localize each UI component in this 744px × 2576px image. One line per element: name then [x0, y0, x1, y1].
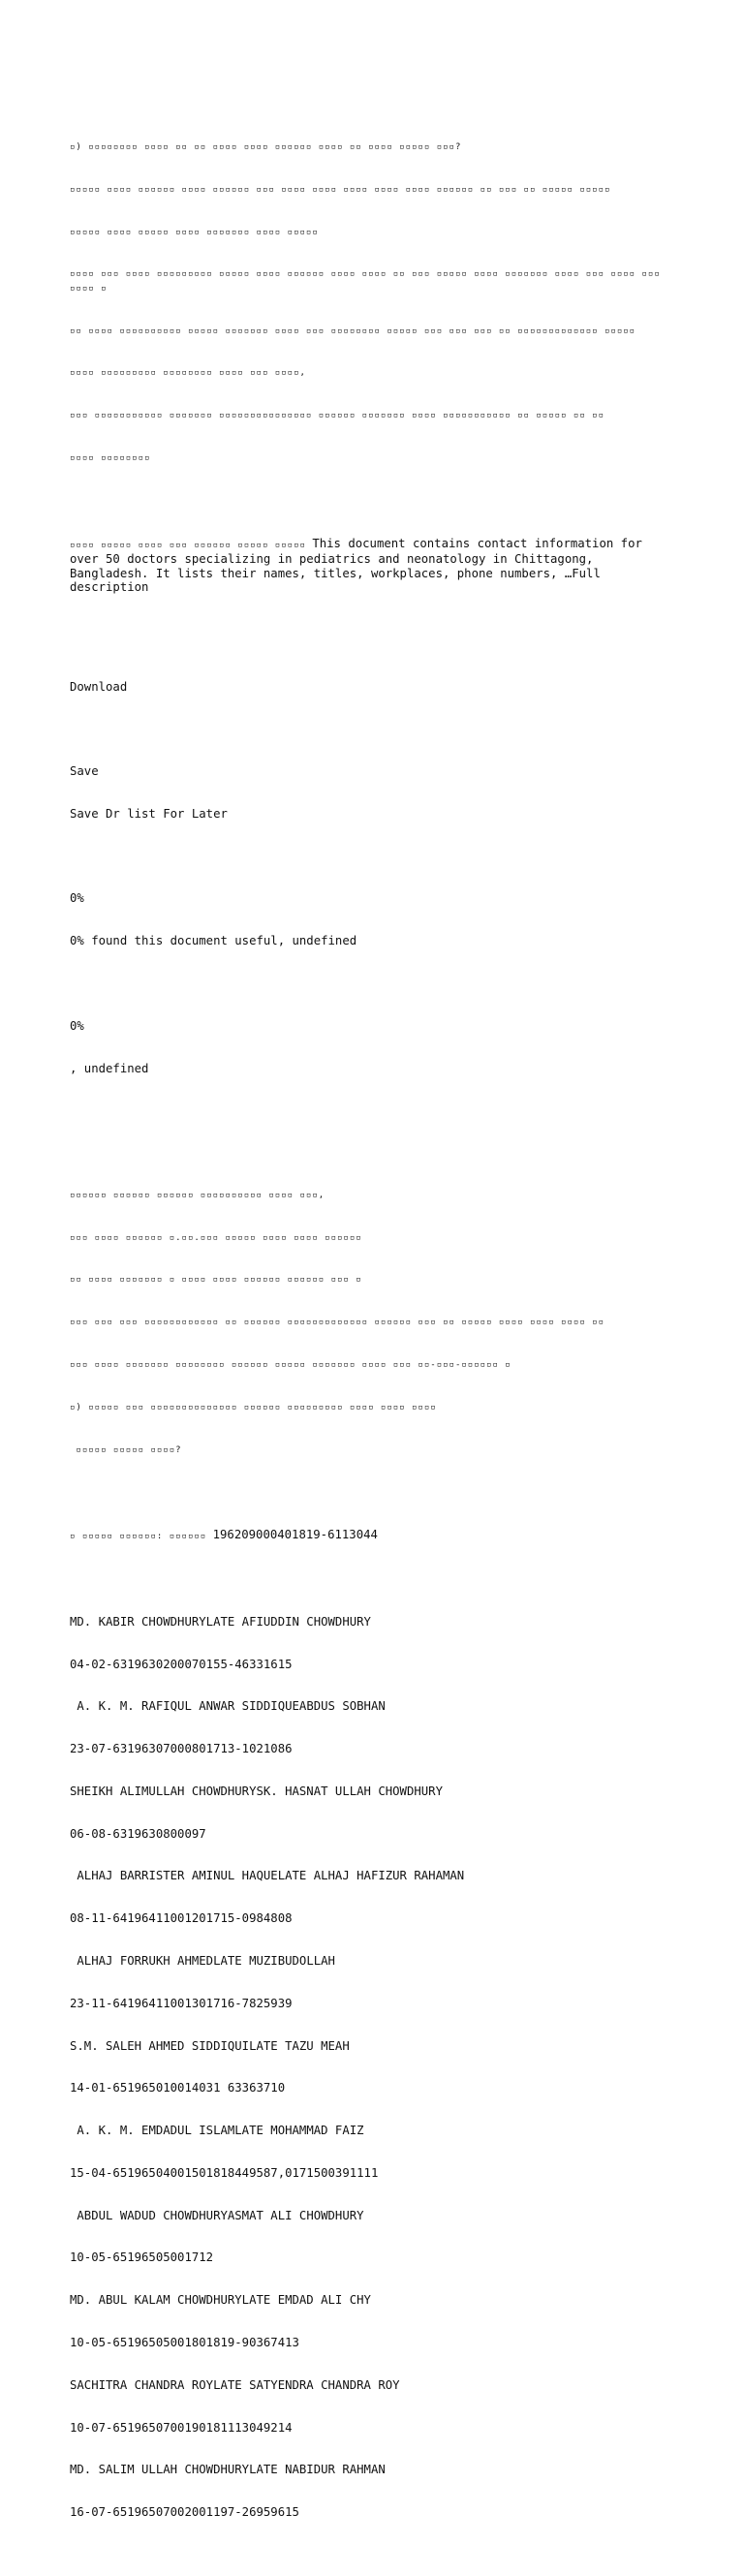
record-line: 23-11-64196411001301716-7825939 [70, 1996, 293, 2010]
garbled-line: ▫) ▫▫▫▫▫ ▫▫▫ ▫▫▫▫▫▫▫▫▫▫▫▫▫▫ ▫▫▫▫▫▫ ▫▫▫▫▫▫▫▫▫ ▫▫▫▫ ▫▫▫▫ ▫▫▫▫ [70, 1402, 437, 1412]
garbled-line: ▫▫ ▫▫▫▫ ▫▫▫▫▫▫▫ ▫ ▫▫▫▫ ▫▫▫▫ ▫▫▫▫▫▫ ▫▫▫▫▫▫ ▫▫▫ ▫ [70, 1275, 362, 1286]
description-text[interactable]: This document contains contact information for over 50 doctors specializing in pediatrics and neonatology in Chittagong, Bangladesh. It lists their names, titles, workplaces, phone numbers, …Full description [70, 536, 650, 595]
record-line: 15-04-651965040015018184495​87,01715003911​11 [70, 2165, 379, 2180]
record-line: ALHAJ BARRISTER AMINUL HAQUELATE ALHAJ HAFIZUR RAHAMAN [70, 1869, 465, 1883]
garbled-line: ▫▫▫▫▫ ▫▫▫▫ ▫▫▫▫▫ ▫▫▫▫ ▫▫▫▫▫▫▫ ▫▫▫▫ ▫▫▫▫▫ [70, 227, 319, 237]
save-for-later-label: Save Dr list For Later [70, 806, 228, 821]
garbled-line: ▫▫▫▫ ▫▫▫ ▫▫▫▫ ▫▫▫▫▫▫▫▫▫ ▫▫▫▫▫ ▫▫▫▫ ▫▫▫▫▫▫ ▫▫▫▫ ▫▫▫▫ ▫▫ ▫▫▫ ▫▫▫▫▫ ▫▫▫▫ ▫▫▫▫▫▫▫ ▫▫▫▫ ▫▫▫ ▫▫▫▫ ▫▫▫ ▫▫▫▫ ▫ [70, 269, 667, 294]
records-header-prefix: ▫ ▫▫▫▫▫ ▫▫▫▫▫▫: ▫▫▫▫▫▫ [70, 1532, 213, 1542]
garbled-line: ▫▫▫ ▫▫▫ ▫▫▫ ▫▫▫▫▫▫▫▫▫▫▫▫ ▫▫ ▫▫▫▫▫▫ ▫▫▫▫▫▫▫▫▫▫▫▫▫ ▫▫▫▫▫▫ ▫▫▫ ▫▫ ▫▫▫▫▫ ▫▫▫▫ ▫▫▫▫ ▫▫▫▫ ▫▫ [70, 1318, 604, 1328]
records-list [70, 1587, 674, 2548]
record-line: S.M. SALEH AHMED SIDDIQUILATE TAZU MEAH [70, 2038, 350, 2053]
garbled-line: ▫▫▫▫ ▫▫▫▫▫▫▫▫ [70, 453, 151, 464]
record-line: 04-02-6319630200070155-46331615 [70, 1657, 293, 1671]
document-description [70, 537, 674, 595]
not-useful-button[interactable]: 0% [70, 1018, 84, 1033]
records-header-number: 196209000401819-6113044 [212, 1528, 378, 1542]
garbled-line: ▫▫▫ ▫▫▫▫ ▫▫▫▫▫▫▫ ▫▫▫▫▫▫▫▫ ▫▫▫▫▫▫ ▫▫▫▫▫ ▫▫▫▫▫▫▫ ▫▫▫▫ ▫▫▫ ▫▫-▫▫▫-▫▫▫▫▫▫ ▫ [70, 1360, 512, 1371]
spacer [70, 722, 674, 736]
garbled-line: ▫▫▫▫▫ ▫▫▫▫ ▫▫▫▫▫▫ ▫▫▫▫ ▫▫▫▫▫▫ ▫▫▫ ▫▫▫▫ ▫▫▫▫ ▫▫▫▫ ▫▫▫▫ ▫▫▫▫ ▫▫▫▫▫▫ ▫▫ ▫▫▫ ▫▫ ▫▫▫▫▫ ▫▫▫▫▫ [70, 184, 611, 195]
record-line: 10-05-65196505001712 [70, 2250, 214, 2265]
garbled-line: ▫▫▫ ▫▫▫▫▫▫▫▫▫▫▫ ▫▫▫▫▫▫▫ ▫▫▫▫▫▫▫▫▫▫▫▫▫▫▫ ▫▫▫▫▫▫ ▫▫▫▫▫▫▫ ▫▫▫▫ ▫▫▫▫▫▫▫▫▫▫▫ ▫▫ ▫▫▫▫▫ ▫▫ ▫▫ [70, 411, 604, 421]
document-page [70, 70, 674, 2576]
garbled-body-block [70, 1161, 674, 1486]
spacer [70, 850, 674, 864]
record-line: 08-11-64196411001201715-0984808 [70, 1911, 293, 1926]
garbled-intro-block [70, 112, 674, 494]
records-header [70, 1528, 674, 1544]
spacer [70, 977, 674, 991]
garbled-line: ▫▫▫ ▫▫▫▫ ▫▫▫▫▫▫ ▫.▫▫.▫▫▫ ▫▫▫▫▫ ▫▫▫▫ ▫▫▫▫ ▫▫▫▫▫▫ [70, 1232, 362, 1243]
record-line: SHEIKH ALIMULLAH CHOWDHURYSK. HASNAT ULLAH CHOWDHURY [70, 1784, 443, 1798]
record-line: 16-07-65196507002001197-26959615 [70, 2505, 299, 2520]
record-line: ALHAJ FORRUKH AHMEDLATE MUZIBUDOLLAH [70, 1953, 335, 1968]
record-line: ABDUL WADUD CHOWDHURYASMAT ALI CHOWDHURY [70, 2208, 364, 2222]
record-line: 23-07-63196307000801713-1021086 [70, 1742, 293, 1756]
useful-text: 0% found this document useful, undefined [70, 934, 357, 948]
not-useful-text: , undefined [70, 1061, 149, 1075]
record-line: 10-07-65196507001901811​13049214 [70, 2420, 293, 2435]
save-button[interactable]: Save [70, 764, 99, 779]
download-button[interactable]: Download [70, 679, 128, 694]
record-line: 14-01-651965010014031 63363710 [70, 2081, 286, 2095]
record-line: SACHITRA CHANDRA ROYLATE SATYENDRA CHANDRA ROY [70, 2377, 400, 2392]
spacer [70, 1103, 674, 1118]
record-line: MD. ABUL KALAM CHOWDHURYLATE EMDAD ALI CHY [70, 2293, 371, 2308]
record-line: MD. KABIR CHOWDHURYLATE AFIUDDIN CHOWDHURY [70, 1614, 371, 1629]
record-line: 06-08-6319630800097 [70, 1826, 206, 1841]
spacer [70, 637, 674, 652]
garbled-line: ▫▫ ▫▫▫▫ ▫▫▫▫▫▫▫▫▫▫ ▫▫▫▫▫ ▫▫▫▫▫▫▫ ▫▫▫▫ ▫▫▫ ▫▫▫▫▫▫▫▫ ▫▫▫▫▫ ▫▫▫ ▫▫▫ ▫▫▫ ▫▫ ▫▫▫▫▫▫▫▫▫▫▫▫▫ ▫▫▫▫▫ [70, 326, 636, 336]
garbled-line: ▫▫▫▫▫▫ ▫▫▫▫▫▫ ▫▫▫▫▫▫ ▫▫▫▫▫▫▫▫▫▫ ▫▫▫▫ ▫▫▫, [70, 1190, 326, 1200]
garbled-line: ▫) ▫▫▫▫▫▫▫▫ ▫▫▫▫ ▫▫ ▫▫ ▫▫▫▫ ▫▫▫▫ ▫▫▫▫▫▫ ▫▫▫▫ ▫▫ ▫▫▫▫ ▫▫▫▫▫ ▫▫▫? [70, 141, 462, 152]
useful-button[interactable]: 0% [70, 891, 84, 906]
garbled-line: ▫▫▫▫ ▫▫▫▫▫▫▫▫▫ ▫▫▫▫▫▫▫▫ ▫▫▫▫ ▫▫▫ ▫▫▫▫, [70, 368, 306, 379]
record-line: MD. SALIM ULLAH CHOWDHURYLATE NABIDUR RAHMAN [70, 2463, 386, 2477]
garbled-line: ▫▫▫▫▫ ▫▫▫▫▫ ▫▫▫▫? [70, 1444, 182, 1455]
record-line: A. K. M. EMDADUL ISLAMLATE MOHAMMAD FAIZ [70, 2124, 364, 2138]
record-line: 10-05-651965050018​01819-90367413 [70, 2336, 299, 2349]
record-line: A. K. M. RAFIQUL ANWAR SIDDIQUEABDUS SOBHAN [70, 1699, 386, 1714]
description-prefix: ▫▫▫▫ ▫▫▫▫▫ ▫▫▫▫ ▫▫▫ ▫▫▫▫▫▫ ▫▫▫▫▫ ▫▫▫▫▫ [70, 540, 313, 550]
